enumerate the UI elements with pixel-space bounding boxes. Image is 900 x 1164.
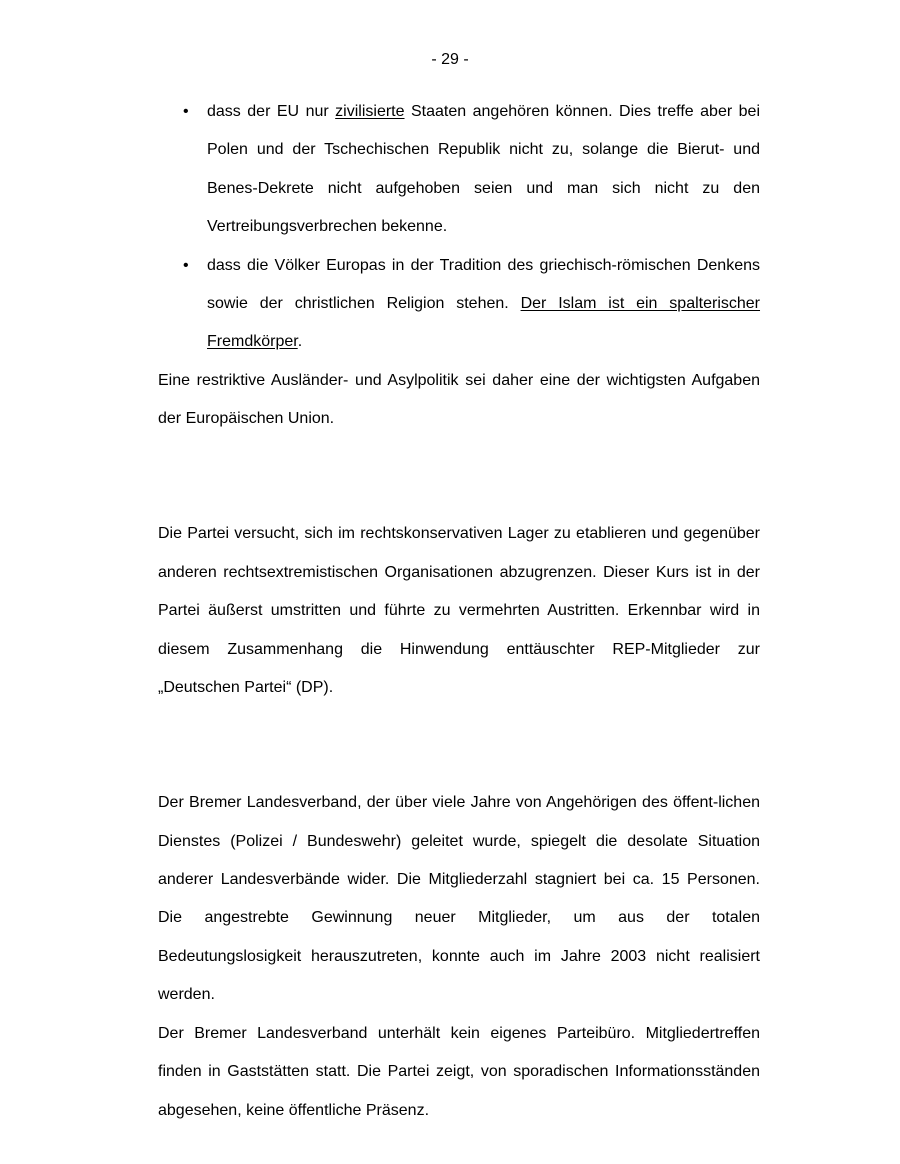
page-number: - 29 - <box>431 51 469 68</box>
bullet-text: dass der EU nur <box>207 103 336 120</box>
paragraph: Eine restriktive Ausländer- und Asylpolitik sei daher eine der wichtigsten Aufgaben der Europäischen Union. <box>158 371 760 428</box>
underlined-text: zivilisierte <box>335 103 405 120</box>
bullet-text: Staaten angehören können. Dies treffe aber bei Polen und der Tschechischen Republik nicht zu, solange die Bierut- und Benes-Dekrete nicht aufgehoben seien und man sich nicht zu den Vertreibungsverbrechen bekenne. <box>207 103 760 236</box>
bullet-item <box>158 247 760 362</box>
underlined-text: Der Islam ist ein spalterischer Fremdkörper <box>207 295 761 351</box>
bullet-icon: • <box>183 256 189 274</box>
bullet-text: dass die Völker Europas in der Tradition des griechisch-römischen Denkens sowie der christlichen Religion stehen. <box>207 256 760 313</box>
document-body <box>158 93 760 1130</box>
bullet-icon: • <box>183 103 189 120</box>
bullet-text: . <box>297 333 303 351</box>
paragraph: Die Partei versucht, sich im rechtskonservativen Lager zu etablieren und gegenüber anderen rechtsextremistischen Organisationen abzugrenzen. Dieser Kurs ist in der Partei äußerst umstritten und führte zu vermehrten Austritten. Erkennbar wird in diesem Zusammenhang die Hinwendung enttäuschter REP-Mitglieder zur „Deutschen Partei“ (DP). <box>158 525 760 697</box>
paragraph: Der Bremer Landesverband unterhält kein eigenes Parteibüro. Mitgliedertreffen finden in Gaststätten statt. Die Partei zeigt, von sporadischen Informationsständen abgesehen, keine öffentliche Präsenz. <box>158 1024 760 1119</box>
bullet-item <box>158 93 760 247</box>
bullet-list <box>158 93 760 362</box>
paragraph: Der Bremer Landesverband, der über viele Jahre von Angehörigen des öffent-lichen Dienstes (Polizei / Bundeswehr) geleitet wurde, spiegelt die desolate Situation anderer Landesverbände wider. Die Mitgliederzahl stagniert bei ca. 15 Personen. Die angestrebte Gewinnung neuer Mitglieder, um aus der totalen Bedeutungslosigkeit herauszutreten, konnte auch im Jahre 2003 nicht realisiert werden. <box>158 794 760 1004</box>
